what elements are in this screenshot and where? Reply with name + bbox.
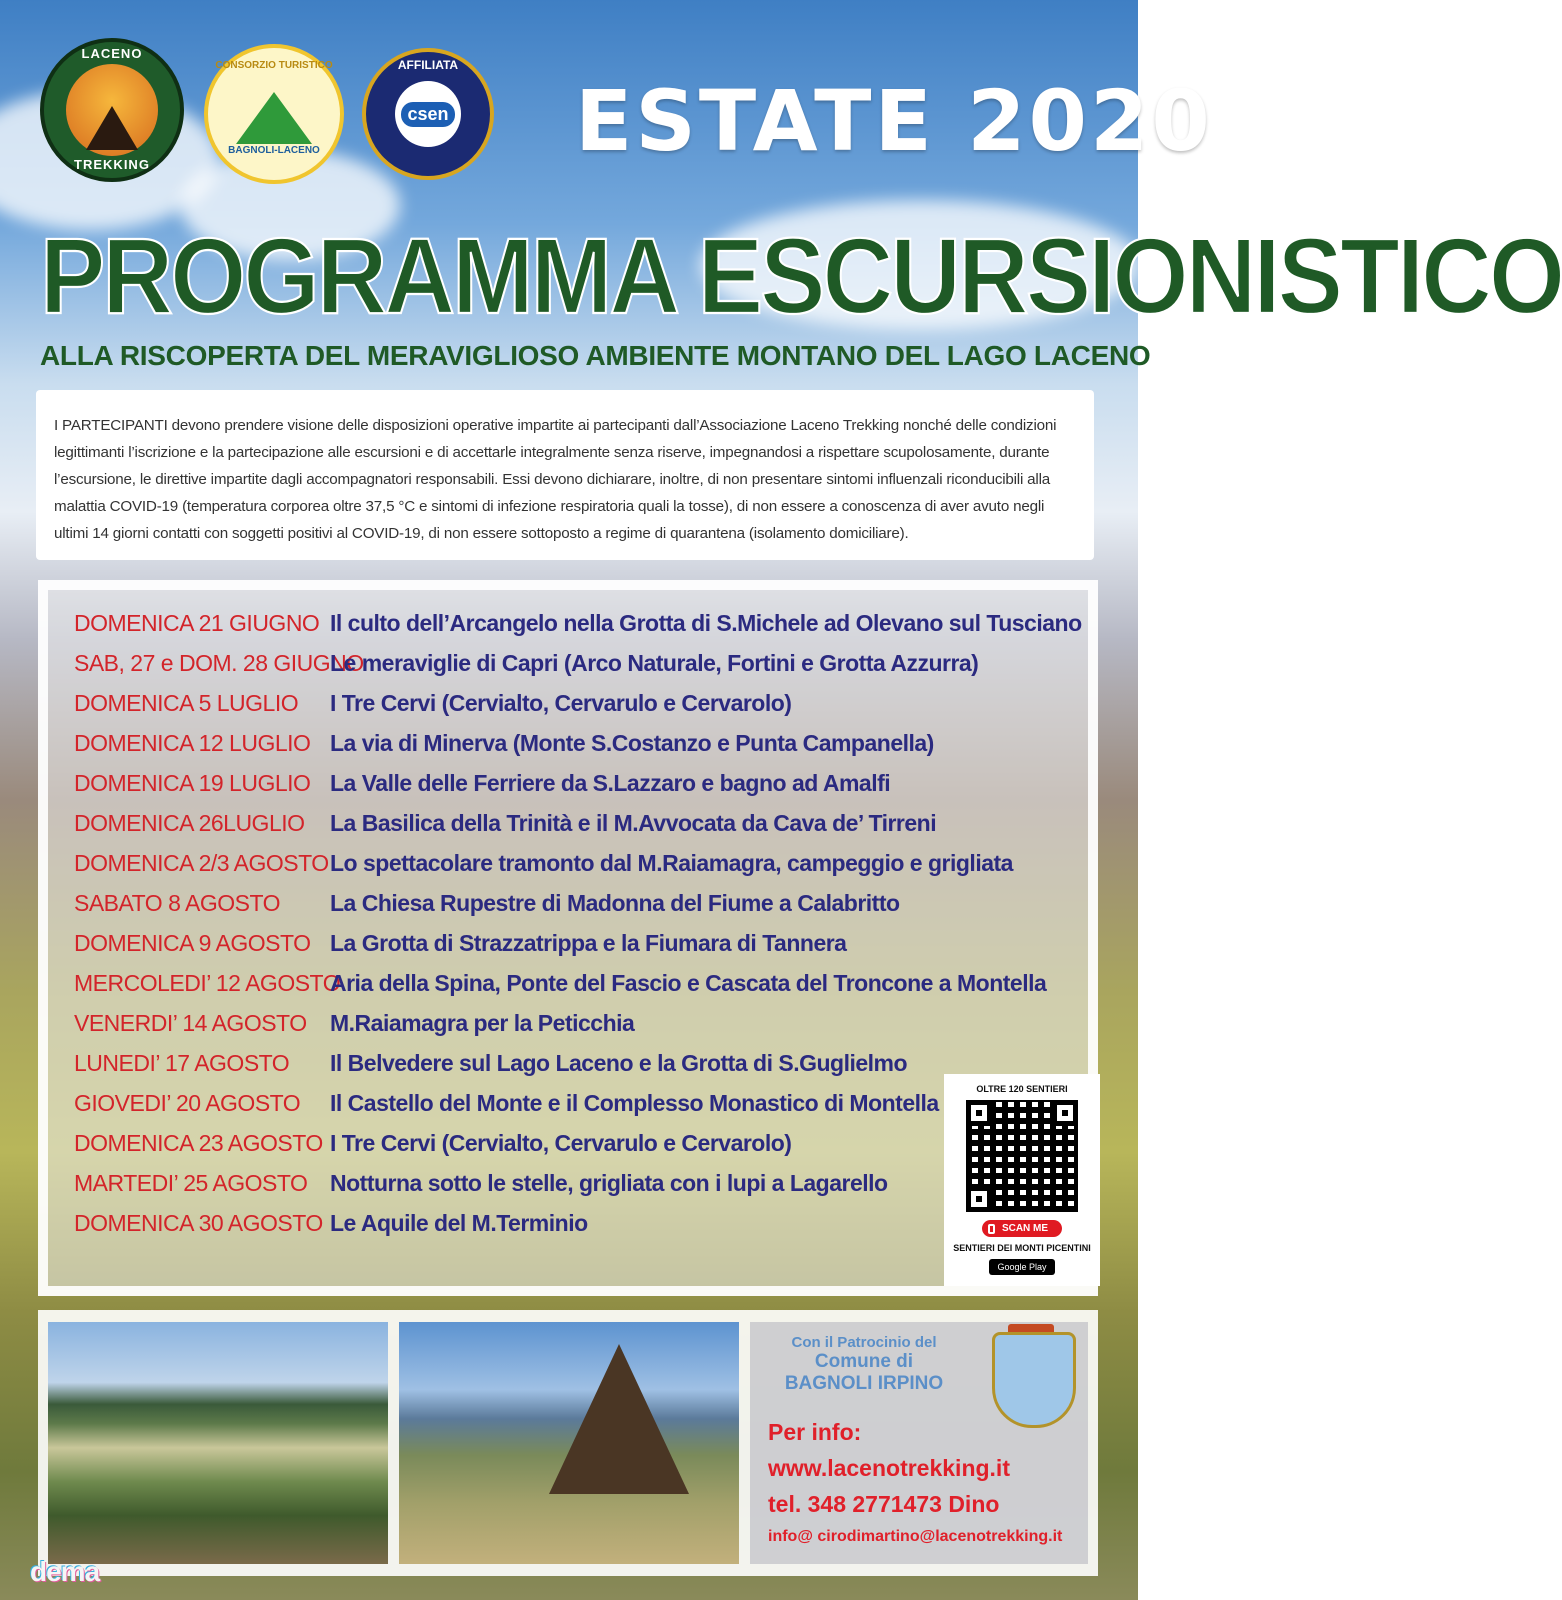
logo-text: csen xyxy=(401,102,454,127)
excursion-title: La via di Minerva (Monte S.Costanzo e Punta Campanella) xyxy=(330,730,934,756)
excursion-title: I Tre Cervi (Cervialto, Cervarulo e Cervarolo) xyxy=(330,690,792,716)
excursion-title: La Basilica della Trinità e il M.Avvocata da Cava de’ Tirreni xyxy=(330,810,937,836)
qr-code-icon[interactable] xyxy=(966,1100,1078,1212)
excursion-title: Il culto dell’Arcangelo nella Grotta di S.Michele ad Olevano sul Tusciano xyxy=(330,610,1082,636)
dema-logo: dema xyxy=(30,1556,100,1587)
mountain-icon xyxy=(236,92,312,144)
excursion-date: DOMENICA 5 LUGLIO xyxy=(74,690,299,716)
excursion-date: DOMENICA 30 AGOSTO xyxy=(74,1210,323,1236)
qr-caption: OLTRE 120 SENTIERI xyxy=(976,1084,1068,1094)
laceno-trekking-logo xyxy=(40,38,184,182)
excursion-date: MARTEDI’ 25 AGOSTO xyxy=(74,1170,308,1196)
patronage-line: Con il Patrocinio del xyxy=(791,1334,937,1351)
excursion-title: M.Raiamagra per la Peticchia xyxy=(330,1010,635,1036)
csen-logo xyxy=(362,48,494,180)
consorzio-logo xyxy=(204,44,344,184)
excursion-date: DOMENICA 26LUGLIO xyxy=(74,810,305,836)
qr-subtitle: SENTIERI DEI MONTI PICENTINI xyxy=(953,1243,1091,1253)
google-play-badge[interactable]: Google Play xyxy=(989,1259,1054,1275)
excursion-title: La Chiesa Rupestre di Madonna del Fiume a Calabritto xyxy=(330,890,900,916)
logo-text: AFFILIATA xyxy=(397,58,459,72)
excursion-date: MERCOLEDI’ 12 AGOSTO xyxy=(74,970,341,996)
patronage-line: Comune di xyxy=(814,1351,914,1372)
excursion-date: DOMENICA 19 LUGLIO xyxy=(74,770,311,796)
excursion-date: SABATO 8 AGOSTO xyxy=(74,890,280,916)
schedule-panel xyxy=(38,580,1098,1296)
excursion-date: VENERDI’ 14 AGOSTO xyxy=(74,1010,307,1036)
hut-shape xyxy=(549,1344,689,1494)
excursion-title: I Tre Cervi (Cervialto, Cervarulo e Cervarolo) xyxy=(330,1130,792,1156)
logo-text: LACENO xyxy=(81,46,143,61)
website-link[interactable]: www.lacenotrekking.it xyxy=(768,1455,1010,1481)
patronage xyxy=(764,1334,964,1395)
scan-me-button[interactable]: SCAN ME xyxy=(982,1220,1062,1237)
excursion-title: Notturna sotto le stelle, grigliata con i lupi a Lagarello xyxy=(330,1170,888,1196)
hut-photo xyxy=(399,1322,739,1564)
excursion-title: La Valle delle Ferriere da S.Lazzaro e bagno ad Amalfi xyxy=(330,770,891,796)
excursion-date: GIOVEDI’ 20 AGOSTO xyxy=(74,1090,301,1116)
excursion-title: La Grotta di Strazzatrippa e la Fiumara di Tannera xyxy=(330,930,847,956)
phone-number[interactable]: tel. 348 2771473 Dino xyxy=(768,1491,1000,1517)
excursion-title: Il Belvedere sul Lago Laceno e la Grotta di S.Guglielmo xyxy=(330,1050,908,1076)
excursion-date: DOMENICA 21 GIUGNO xyxy=(74,610,320,636)
qr-card xyxy=(944,1074,1100,1286)
contact-label: Per info: xyxy=(768,1419,862,1445)
excursion-title: Le Aquile del M.Terminio xyxy=(330,1210,588,1236)
page-title: PROGRAMMA ESCURSIONISTICO xyxy=(40,215,1562,337)
contact-info xyxy=(768,1414,1062,1552)
excursion-title: Aria della Spina, Ponte del Fascio e Cascata del Troncone a Montella xyxy=(330,970,1047,996)
excursion-date: DOMENICA 9 AGOSTO xyxy=(74,930,311,956)
page-subtitle: ALLA RISCOPERTA DEL MERAVIGLIOSO AMBIENTE MONTANO DEL LAGO LACENO xyxy=(40,340,1151,371)
patronage-line: BAGNOLI IRPINO xyxy=(784,1373,944,1394)
participant-rules: I PARTECIPANTI devono prendere visione delle disposizioni operative impartite ai partecipanti dall’Associazione Laceno Trekking nonché delle condizioni legittimanti l’iscrizione e la partecipazione alle escursioni e di accettarle integralmente senza riserve, impegnandosi a rispettare scupolosamente, durante l’escursione, le direttive impartite dagli accompagnatori responsabili. Essi devono dichiarare, inoltre, di non presentare sintomi influenzali riconducibili alla malattia COVID-19 (temperatura corporea oltre 37,5 °C e sintomi di infezione respiratoria quali la tosse), di non essere a conoscenza di aver avuto negli ultimi 14 giorni contatti con soggetti positivi al COVID-19, di non essere sottoposto a regime di quarantena (isolamento domiciliare). xyxy=(36,390,1094,560)
excursion-date: DOMENICA 23 AGOSTO xyxy=(74,1130,323,1156)
excursion-date: LUNEDI’ 17 AGOSTO xyxy=(74,1050,290,1076)
excursion-title: Le meraviglie di Capri (Arco Naturale, Fortini e Grotta Azzurra) xyxy=(330,650,979,676)
email-link[interactable]: info@ cirodimartino@lacenotrekking.it xyxy=(768,1528,1063,1545)
excursion-date: SAB, 27 e DOM. 28 GIUGNO xyxy=(74,650,364,676)
logo-text: CONSORZIO TURISTICO xyxy=(215,60,333,71)
info-panel xyxy=(750,1322,1088,1564)
excursion-date: DOMENICA 12 LUGLIO xyxy=(74,730,311,756)
logo-text: TREKKING xyxy=(74,157,150,172)
excursion-title: Lo spettacolare tramonto dal M.Raiamagra, campeggio e grigliata xyxy=(330,850,1013,876)
photo-strip xyxy=(38,1310,1098,1576)
season-title: ESTATE 2020 xyxy=(575,72,1213,170)
lake-photo xyxy=(48,1322,388,1564)
excursion-date: DOMENICA 2/3 AGOSTO xyxy=(74,850,329,876)
hiker-icon xyxy=(66,64,158,156)
logo-text: BAGNOLI-LACENO xyxy=(228,145,320,156)
excursion-title: Il Castello del Monte e il Complesso Monastico di Montella xyxy=(330,1090,939,1116)
